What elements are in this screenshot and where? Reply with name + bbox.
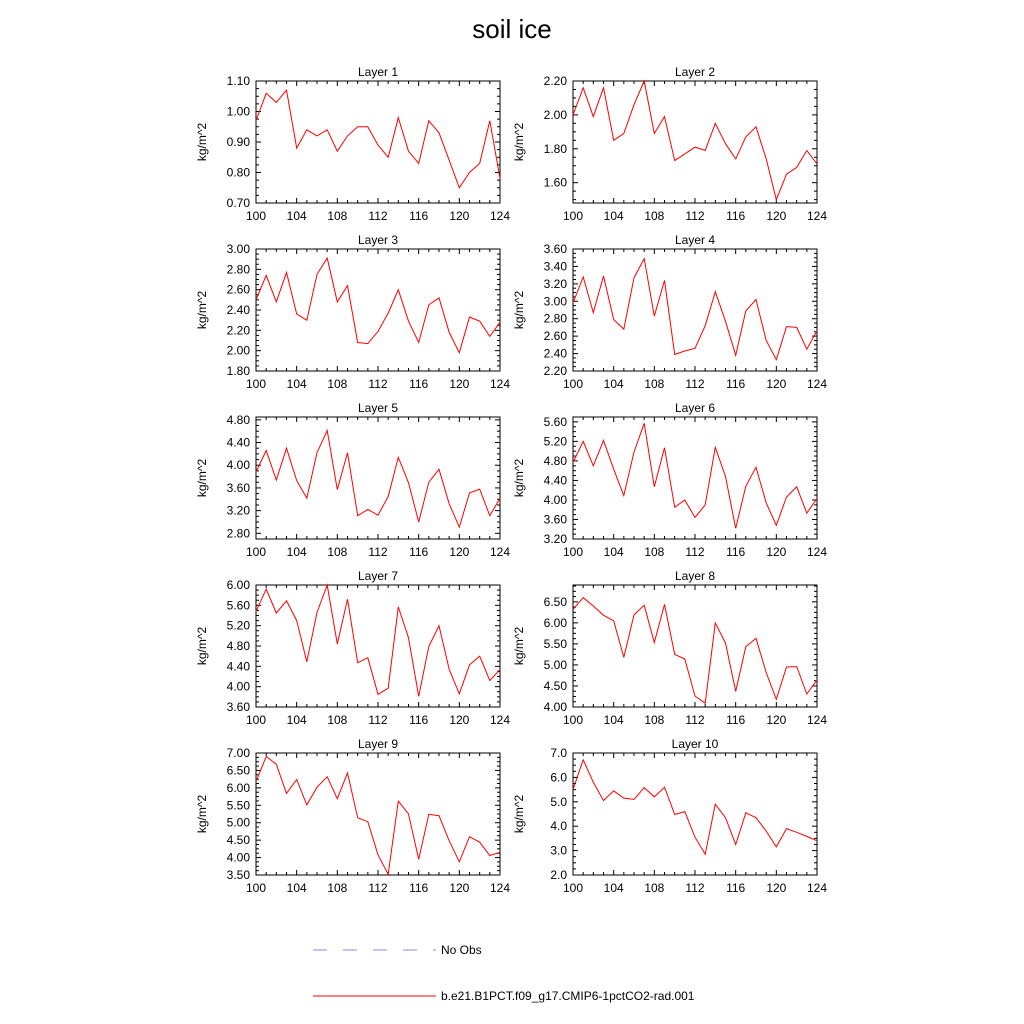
y-tick-label: 5.0 bbox=[550, 794, 567, 809]
x-tick-label: 100 bbox=[245, 881, 267, 895]
x-tick-label: 108 bbox=[644, 713, 665, 727]
y-tick-label: 2.60 bbox=[226, 282, 250, 297]
x-tick-label: 100 bbox=[245, 713, 267, 727]
panel-title: Layer 2 bbox=[674, 65, 716, 79]
x-tick-label: 108 bbox=[327, 209, 348, 223]
y-tick-label: 2.20 bbox=[543, 74, 567, 88]
x-tick-label: 116 bbox=[409, 545, 429, 559]
x-tick-label: 108 bbox=[327, 881, 348, 895]
y-tick-label: 1.10 bbox=[226, 74, 250, 88]
y-tick-label: 4.00 bbox=[226, 458, 250, 473]
y-tick-label: 5.50 bbox=[543, 636, 567, 651]
x-tick-label: 100 bbox=[562, 881, 584, 895]
x-tick-label: 120 bbox=[766, 377, 787, 391]
y-tick-label: 4.00 bbox=[226, 850, 250, 865]
x-tick-label: 120 bbox=[449, 713, 470, 727]
x-tick-label: 112 bbox=[368, 209, 388, 223]
x-tick-label: 112 bbox=[685, 377, 705, 391]
x-tick-label: 104 bbox=[603, 209, 624, 223]
y-axis-label: kg/m^2 bbox=[512, 122, 526, 162]
y-tick-label: 4.40 bbox=[226, 659, 250, 674]
y-tick-label: 4.40 bbox=[226, 435, 250, 450]
panel-title: Layer 9 bbox=[357, 737, 399, 751]
y-tick-label: 5.20 bbox=[226, 618, 250, 633]
x-tick-label: 124 bbox=[806, 881, 828, 895]
y-tick-label: 2.80 bbox=[226, 262, 250, 277]
x-tick-label: 100 bbox=[245, 377, 267, 391]
x-tick-label: 112 bbox=[368, 881, 388, 895]
y-tick-label: 3.60 bbox=[226, 480, 250, 495]
x-tick-label: 116 bbox=[409, 713, 429, 727]
x-tick-label: 104 bbox=[286, 881, 307, 895]
y-tick-label: 3.00 bbox=[543, 294, 567, 309]
x-tick-label: 100 bbox=[562, 209, 584, 223]
x-tick-label: 120 bbox=[449, 209, 470, 223]
y-tick-label: 3.60 bbox=[226, 700, 250, 714]
y-tick-label: 2.80 bbox=[226, 526, 250, 541]
x-tick-label: 116 bbox=[409, 209, 429, 223]
x-tick-label: 108 bbox=[644, 881, 665, 895]
y-tick-label: 2.0 bbox=[550, 868, 567, 882]
x-tick-label: 116 bbox=[409, 377, 429, 391]
y-tick-label: 3.60 bbox=[543, 512, 567, 527]
page-title: soil ice bbox=[472, 14, 552, 44]
x-tick-label: 120 bbox=[766, 881, 787, 895]
y-tick-label: 6.0 bbox=[550, 770, 567, 785]
y-axis-label: kg/m^2 bbox=[512, 794, 526, 834]
y-tick-label: 4.0 bbox=[550, 819, 567, 834]
y-tick-label: 4.40 bbox=[543, 473, 567, 488]
y-tick-label: 2.40 bbox=[543, 346, 567, 361]
panel-title: Layer 7 bbox=[357, 569, 399, 583]
x-tick-label: 120 bbox=[766, 713, 787, 727]
y-tick-label: 2.00 bbox=[226, 343, 250, 358]
x-tick-label: 124 bbox=[489, 209, 511, 223]
panel-title: Layer 4 bbox=[674, 233, 716, 247]
y-tick-label: 2.60 bbox=[543, 329, 567, 344]
panel-title: Layer 8 bbox=[674, 569, 716, 583]
x-tick-label: 108 bbox=[327, 377, 348, 391]
x-tick-label: 104 bbox=[286, 209, 307, 223]
y-tick-label: 1.60 bbox=[543, 175, 567, 190]
x-tick-label: 104 bbox=[603, 713, 624, 727]
y-tick-label: 1.80 bbox=[226, 364, 250, 378]
y-tick-label: 3.20 bbox=[226, 503, 250, 518]
y-tick-label: 2.40 bbox=[226, 303, 250, 317]
x-tick-label: 120 bbox=[449, 545, 470, 559]
x-tick-label: 124 bbox=[806, 209, 828, 223]
y-tick-label: 2.80 bbox=[543, 311, 567, 326]
x-tick-label: 104 bbox=[286, 377, 307, 391]
x-tick-label: 108 bbox=[644, 209, 665, 223]
x-tick-label: 104 bbox=[603, 545, 624, 559]
y-tick-label: 2.20 bbox=[543, 364, 567, 378]
x-tick-label: 124 bbox=[489, 545, 511, 559]
y-tick-label: 7.00 bbox=[226, 746, 250, 760]
panel-title: Layer 5 bbox=[357, 401, 399, 415]
y-tick-label: 7.0 bbox=[550, 746, 567, 760]
y-tick-label: 0.90 bbox=[226, 135, 250, 149]
y-tick-label: 3.40 bbox=[543, 259, 567, 274]
y-tick-label: 3.0 bbox=[550, 843, 567, 858]
y-tick-label: 4.50 bbox=[543, 678, 567, 693]
x-tick-label: 120 bbox=[766, 545, 787, 559]
x-tick-label: 100 bbox=[562, 713, 584, 727]
x-tick-label: 124 bbox=[806, 713, 828, 727]
x-tick-label: 112 bbox=[685, 713, 705, 727]
y-tick-label: 4.80 bbox=[226, 639, 250, 653]
y-tick-label: 2.00 bbox=[543, 107, 567, 122]
x-tick-label: 116 bbox=[726, 209, 746, 223]
x-tick-label: 124 bbox=[489, 713, 511, 727]
y-axis-label: kg/m^2 bbox=[195, 122, 209, 162]
y-axis-label: kg/m^2 bbox=[512, 626, 526, 666]
x-tick-label: 112 bbox=[368, 377, 388, 391]
x-tick-label: 108 bbox=[644, 545, 665, 559]
y-tick-label: 0.80 bbox=[226, 165, 250, 180]
y-tick-label: 6.50 bbox=[226, 763, 250, 778]
x-tick-label: 116 bbox=[726, 881, 746, 895]
y-tick-label: 6.00 bbox=[226, 780, 250, 795]
y-tick-label: 1.80 bbox=[543, 141, 567, 156]
y-tick-label: 5.00 bbox=[543, 657, 567, 672]
x-tick-label: 116 bbox=[726, 713, 746, 727]
y-tick-label: 5.20 bbox=[543, 434, 567, 449]
y-tick-label: 3.00 bbox=[226, 242, 250, 256]
y-tick-label: 3.20 bbox=[543, 532, 567, 546]
x-tick-label: 112 bbox=[685, 209, 705, 223]
panel-title: Layer 3 bbox=[357, 233, 399, 247]
x-tick-label: 112 bbox=[368, 545, 388, 559]
y-axis-label: kg/m^2 bbox=[195, 794, 209, 834]
y-tick-label: 4.80 bbox=[226, 412, 250, 427]
panel-title: Layer 1 bbox=[357, 65, 399, 79]
y-tick-label: 5.60 bbox=[543, 414, 567, 429]
x-tick-label: 104 bbox=[286, 713, 307, 727]
y-tick-label: 4.50 bbox=[226, 833, 250, 848]
legend-obs-label: No Obs bbox=[441, 943, 482, 957]
y-axis-label: kg/m^2 bbox=[195, 458, 209, 498]
x-tick-label: 108 bbox=[644, 377, 665, 391]
y-tick-label: 3.60 bbox=[543, 242, 567, 256]
y-tick-label: 5.00 bbox=[226, 815, 250, 830]
y-tick-label: 1.00 bbox=[226, 104, 250, 119]
y-tick-label: 4.80 bbox=[543, 453, 567, 468]
y-tick-label: 4.00 bbox=[543, 700, 567, 714]
y-axis-label: kg/m^2 bbox=[195, 626, 209, 666]
x-tick-label: 124 bbox=[489, 881, 511, 895]
y-axis-label: kg/m^2 bbox=[512, 290, 526, 330]
x-tick-label: 100 bbox=[562, 545, 584, 559]
y-axis-label: kg/m^2 bbox=[195, 290, 209, 330]
y-axis-label: kg/m^2 bbox=[512, 458, 526, 498]
legend-model-label: b.e21.B1PCT.f09_g17.CMIP6-1pctCO2-rad.001 bbox=[441, 989, 695, 1003]
x-tick-label: 112 bbox=[685, 881, 705, 895]
x-tick-label: 124 bbox=[806, 545, 828, 559]
x-tick-label: 116 bbox=[726, 377, 746, 391]
panel-title: Layer 6 bbox=[674, 401, 716, 415]
y-tick-label: 6.00 bbox=[226, 578, 250, 592]
x-tick-label: 120 bbox=[766, 209, 787, 223]
x-tick-label: 112 bbox=[368, 713, 388, 727]
x-tick-label: 104 bbox=[603, 881, 624, 895]
panel-title: Layer 10 bbox=[671, 737, 719, 751]
x-tick-label: 120 bbox=[449, 377, 470, 391]
x-tick-label: 112 bbox=[685, 545, 705, 559]
x-tick-label: 104 bbox=[603, 377, 624, 391]
x-tick-label: 116 bbox=[726, 545, 746, 559]
x-tick-label: 100 bbox=[562, 377, 584, 391]
x-tick-label: 108 bbox=[327, 545, 348, 559]
y-tick-label: 4.00 bbox=[543, 492, 567, 507]
y-tick-label: 6.50 bbox=[543, 594, 567, 609]
x-tick-label: 100 bbox=[245, 545, 267, 559]
x-tick-label: 124 bbox=[806, 377, 828, 391]
y-tick-label: 2.20 bbox=[226, 323, 250, 338]
y-tick-label: 3.50 bbox=[226, 868, 250, 882]
x-tick-label: 108 bbox=[327, 713, 348, 727]
y-tick-label: 6.00 bbox=[543, 615, 567, 630]
x-tick-label: 124 bbox=[489, 377, 511, 391]
y-tick-label: 3.20 bbox=[543, 276, 567, 291]
x-tick-label: 100 bbox=[245, 209, 267, 223]
y-tick-label: 5.50 bbox=[226, 798, 250, 813]
x-tick-label: 104 bbox=[286, 545, 307, 559]
x-tick-label: 120 bbox=[449, 881, 470, 895]
x-tick-label: 116 bbox=[409, 881, 429, 895]
y-tick-label: 5.60 bbox=[226, 598, 250, 613]
y-tick-label: 0.70 bbox=[226, 196, 250, 210]
y-tick-label: 4.00 bbox=[226, 679, 250, 694]
